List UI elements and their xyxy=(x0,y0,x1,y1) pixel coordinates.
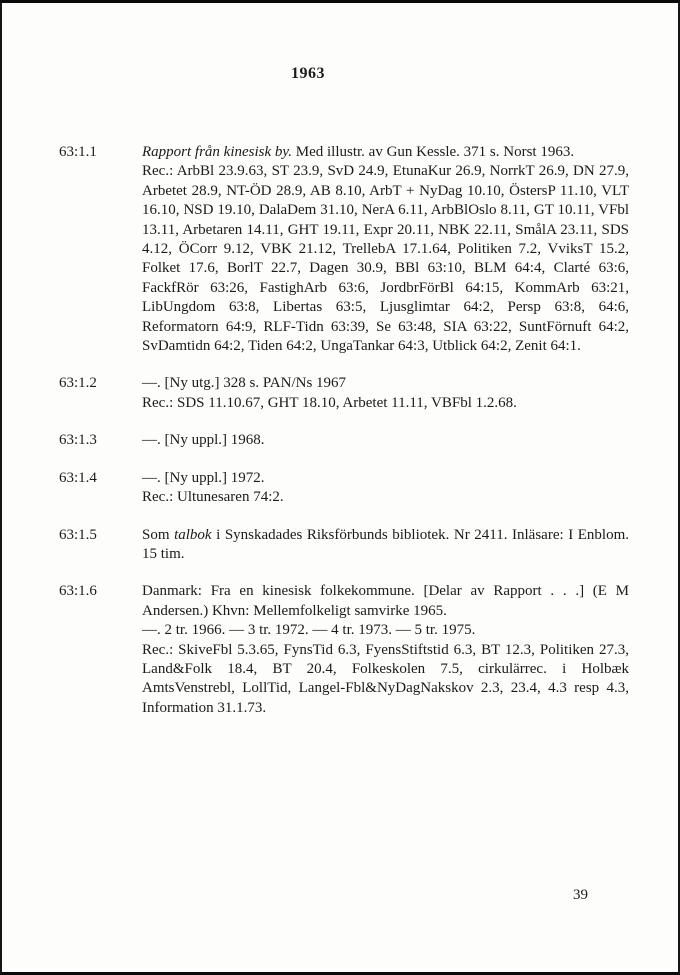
entry-title-paragraph xyxy=(142,469,629,488)
entry-editions-paragraph xyxy=(142,621,629,640)
entry-body xyxy=(142,143,629,356)
bibliography-entry xyxy=(59,526,678,565)
bibliography-entry xyxy=(59,143,678,356)
reviews-text: Rec.: SkiveFbl 5.3.65, FynsTid 6.3, FyensStiftstid 6.3, BT 12.3, Politiken 27.3, Land&Folk 18.4, BT 20.4, Folkeskolen 7.5, cirkulärrec. i Holbæk AmtsVenstrebl, LollTid, Langel-Fbl&NyDagNakskov 2.3, 23.4, 4.3 resp 4.3, Information 31.1.73. xyxy=(142,641,629,716)
entry-number: 63:1.1 xyxy=(59,144,97,160)
title-details: i Synskadades Riksförbunds bibliotek. Nr 2411. Inläsare: I Enblom. 15 tim. xyxy=(142,526,629,562)
entry-number: 63:1.4 xyxy=(59,469,97,486)
entry-number: 63:1.2 xyxy=(59,375,97,392)
entry-title-paragraph xyxy=(142,143,629,162)
entry-body xyxy=(142,469,629,508)
entry-reviews-paragraph xyxy=(142,488,629,507)
bibliography-entries xyxy=(2,143,678,718)
bibliography-entry xyxy=(59,431,678,450)
bibliography-entry xyxy=(59,374,678,413)
reviews-text: Rec.: ArbBl 23.9.63, ST 23.9, SvD 24.9, EtunaKur 26.9, NorrkT 26.9, DN 27.9, Arbetet 28.9, NT-ÖD 28.9, AB 8.10, ArbT + NyDag 10.10, ÖstersP 11.10, VLT 16.10, NSD 19.10, DalaDem 31.10, NerA 6.11, ArbBlOslo 8.11, GT 10.11, VFbl 13.11, Arbetaren 14.11, GHT 19.11, Expr 20.11, NBK 22.11, SmålA 23.11, SDS 4.12, ÖCorr 9.12, VBK 21.12, TrellebA 17.1.64, Politiken 7.2, VviksT 15.2, Folket 17.6, BorlT 22.7, Dagen 30.9, BBl 63:10, BLM 64:4, Clarté 63:6, FackfRör 63:26, FastighArb 63:6, JordbrFörBl 64:15, KommArb 63:21, LibUngdom 63:8, Libertas 63:5, Ljusglimtar 64:2, Persp 63:8, 64:6, Reformatorn 64:9, RLF-Tidn 63:39, Se 63:48, SIA 63:22, SuntFörnuft 64:2, SvDamtidn 64:2, Tiden 64:2, UngaTankar 64:3, Utblick 64:2, Zenit 64:1. xyxy=(142,163,629,355)
entry-body xyxy=(142,526,629,565)
entry-reviews-paragraph xyxy=(142,394,629,413)
entry-number: 63:1.3 xyxy=(59,432,97,449)
bibliography-entry xyxy=(59,469,678,508)
entry-reviews-paragraph xyxy=(142,641,629,719)
title-details: —. [Ny uppl.] 1972. xyxy=(142,469,265,486)
entry-body xyxy=(142,374,629,413)
entry-number: 63:1.5 xyxy=(59,526,97,543)
reviews-text: Rec.: SDS 11.10.67, GHT 18.10, Arbetet 11.11, VBFbl 1.2.68. xyxy=(142,394,517,411)
entry-title-paragraph xyxy=(142,526,629,565)
reviews-text: Rec.: Ultunesaren 74:2. xyxy=(142,489,284,506)
entry-reviews-paragraph xyxy=(142,162,629,356)
work-title: Rapport från kinesisk by. xyxy=(142,144,292,160)
entry-body xyxy=(142,431,629,450)
work-title: talbok xyxy=(174,526,212,543)
title-details: —. [Ny uppl.] 1968. xyxy=(142,432,265,449)
editions-text: —. 2 tr. 1966. — 3 tr. 1972. — 4 tr. 1973. — 5 tr. 1975. xyxy=(142,622,476,639)
year-heading: 1963 xyxy=(291,65,325,82)
entry-number: 63:1.6 xyxy=(59,583,97,600)
title-details: Danmark: Fra en kinesisk folkekommune. [Delar av Rapport . . .] (E M Andersen.) Khvn: Mellemfolkeligt samvirke 1965. xyxy=(142,583,629,619)
page-number: 39 xyxy=(573,887,588,903)
entry-body xyxy=(142,582,629,718)
entry-title-paragraph xyxy=(142,374,629,393)
title-details: Som xyxy=(142,526,175,543)
entry-title-paragraph xyxy=(142,431,629,450)
title-details: Med illustr. av Gun Kessle. 371 s. Norst 1963. xyxy=(292,144,575,160)
bibliography-entry xyxy=(59,582,678,718)
entry-title-paragraph xyxy=(142,582,629,621)
title-details: —. [Ny utg.] 328 s. PAN/Ns 1967 xyxy=(142,375,347,392)
